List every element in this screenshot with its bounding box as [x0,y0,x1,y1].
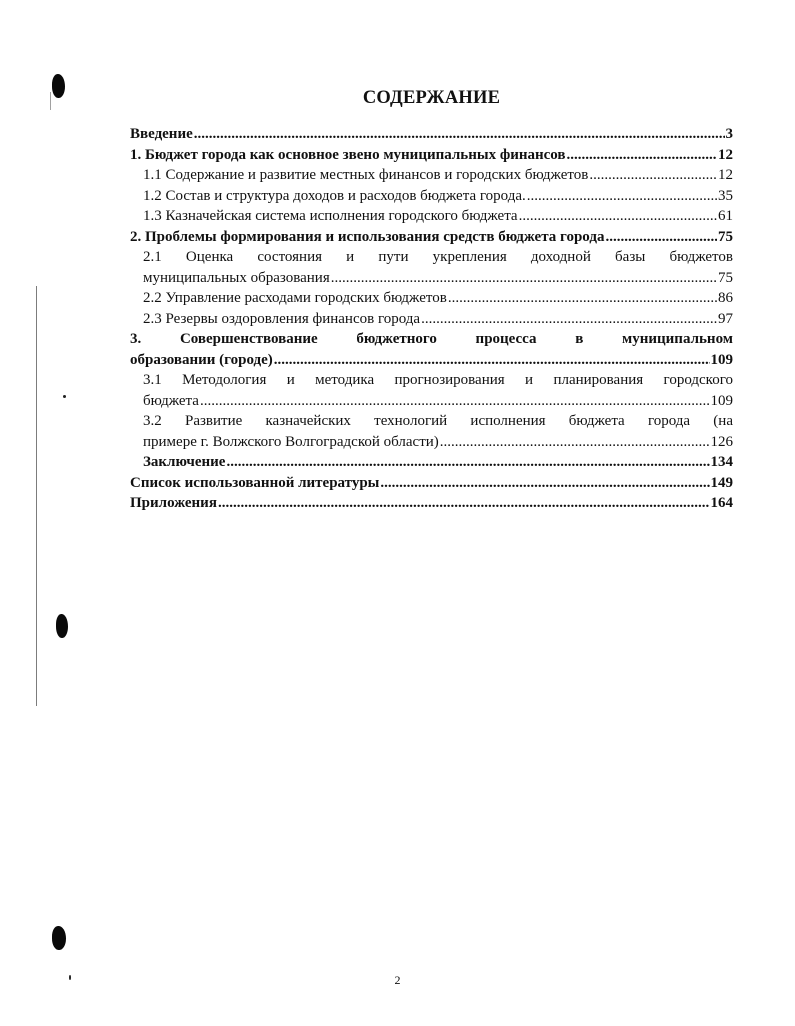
toc-leader-dots [421,309,717,330]
toc-entry-title: Список использованной литературы [130,474,380,491]
toc-entry-title: 1.3 Казначейская система исполнения городского бюджета [143,208,518,224]
toc-page-number: 3 [725,126,733,142]
toc-entry-title-line2: бюджета [143,392,199,409]
toc-leader-dots [274,350,710,371]
toc-entry-title-line1: 2.1 Оценка состояния и пути укрепления доходной базы бюджетов [143,249,733,265]
toc-page-number: 164 [710,495,733,511]
toc-entry-title-line1: 3.2 Развитие казначейских технологий исполнения бюджета города (на [143,413,733,429]
toc-entry-introduction[interactable] [130,124,733,145]
toc-entry-title: 1.1 Содержание и развитие местных финансов и городских бюджетов [143,167,589,183]
scan-edge-line [50,92,51,110]
table-of-contents [130,124,733,514]
toc-entry-section-1-2[interactable] [130,186,733,207]
toc-entry-section-3-2[interactable] [130,411,733,452]
toc-leader-dots [331,268,717,289]
binder-hole-mark [56,614,68,638]
scan-edge-line [36,286,37,706]
toc-entry-title: Приложения [130,495,217,511]
scan-speck [63,395,66,398]
toc-entry-title: 2.3 Резервы оздоровления финансов города [143,310,421,327]
toc-leader-dots [200,391,710,412]
toc-entry-title: Заключение [143,454,226,470]
page-number: 2 [394,973,401,987]
toc-entry-title: 1. Бюджет города как основное звено муниципальных финансов [130,146,566,163]
binder-hole-mark [52,74,65,98]
toc-leader-dots [194,124,725,145]
toc-entry-appendices[interactable] [130,493,733,514]
toc-leader-dots [589,165,717,186]
toc-entry-references[interactable] [130,473,733,494]
page-title: СОДЕРЖАНИЕ [362,88,501,108]
toc-page-number: 97 [718,310,733,327]
toc-entry-section-1-1[interactable] [130,165,733,186]
toc-page-number: 75 [718,228,733,245]
toc-page-number: 126 [710,433,733,450]
toc-page-number: 35 [718,187,733,204]
toc-page-number: 12 [718,167,733,183]
toc-entry-section-2-2[interactable] [130,288,733,309]
toc-entry-chapter-1[interactable] [130,145,733,166]
toc-page-number: 149 [710,474,733,491]
toc-leader-dots [448,288,717,309]
toc-entry-title: 2. Проблемы формирования и использования средств бюджета города [130,228,605,245]
toc-entry-section-1-3[interactable] [130,206,733,227]
toc-page-number: 109 [710,351,733,368]
toc-page-number: 12 [718,146,733,163]
toc-entry-section-2-1[interactable] [130,247,733,288]
toc-entry-title-line2: примере г. Волжского Волгоградской области) [143,433,439,450]
toc-entry-title: Введение [130,126,193,142]
toc-entry-conclusion[interactable] [130,452,733,473]
binder-hole-mark [52,926,66,950]
toc-page-number: 86 [718,290,733,306]
toc-leader-dots [527,186,717,207]
toc-leader-dots [380,473,709,494]
toc-leader-dots [519,206,717,227]
toc-entry-title-line2: образовании (городе) [130,351,273,368]
toc-entry-section-2-3[interactable] [130,309,733,330]
toc-page-number: 109 [710,392,733,409]
toc-entry-section-3-1[interactable] [130,370,733,411]
toc-leader-dots [218,493,710,514]
toc-entry-title-line1: 3. Совершенствование бюджетного процесса в муниципальном [130,331,733,347]
toc-entry-chapter-3[interactable] [130,329,733,370]
toc-entry-chapter-2[interactable] [130,227,733,248]
toc-entry-title-line1: 3.1 Методология и методика прогнозирования и планирования городского [143,372,733,388]
toc-leader-dots [226,452,709,473]
toc-page-number: 75 [718,269,733,286]
toc-entry-title: 2.2 Управление расходами городских бюджетов [143,290,447,306]
toc-leader-dots [440,432,710,453]
toc-entry-title: 1.2 Состав и структура доходов и расходов бюджета города. [143,187,526,204]
toc-page-number: 134 [710,454,733,470]
toc-leader-dots [605,227,717,248]
toc-entry-title-line2: муниципальных образования [143,269,330,286]
toc-page-number: 61 [718,208,733,224]
toc-leader-dots [567,145,717,166]
